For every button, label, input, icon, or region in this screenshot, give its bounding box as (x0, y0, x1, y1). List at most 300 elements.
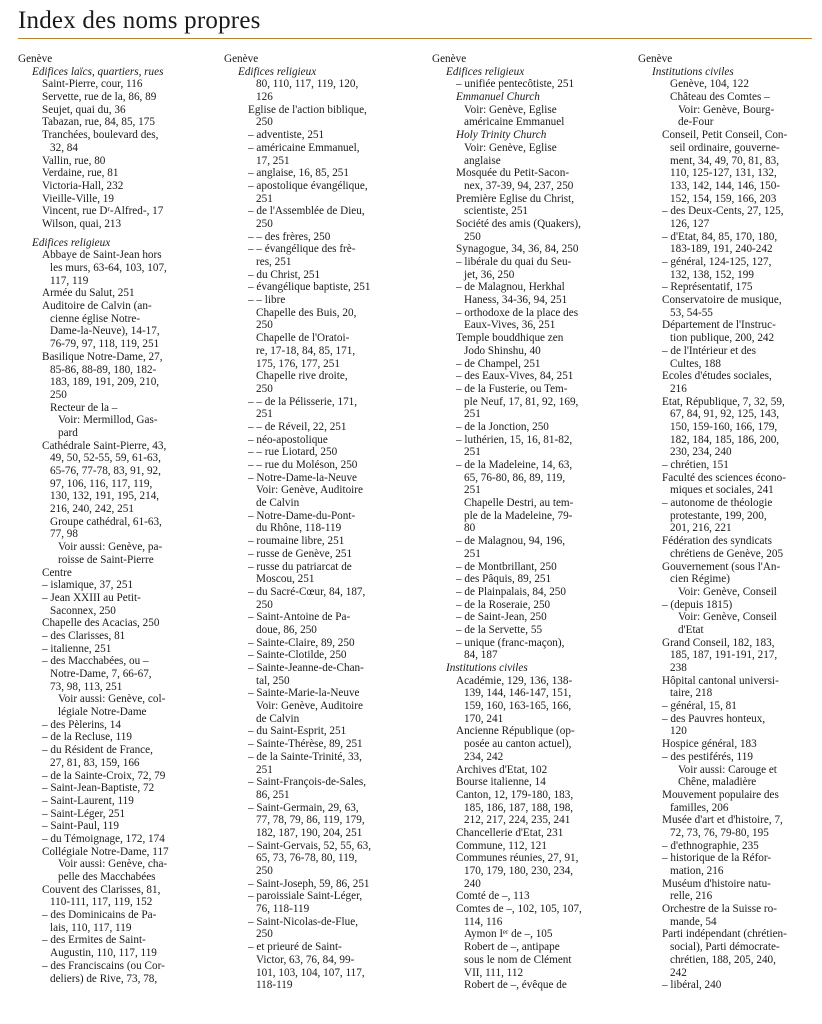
index-entry: Voir aussi: Carouge et (678, 763, 777, 776)
index-entry: 49, 50, 52-55, 59, 61-63, (50, 452, 161, 465)
index-entry: – des Eaux-Vives, 84, 251 (456, 370, 574, 383)
index-entry: Chêne, maladière (678, 776, 757, 789)
index-entry: – libéral, 240 (662, 979, 722, 992)
index-entry: 120 (670, 725, 687, 738)
index-entry: – de la Fusterie, ou Tem- (456, 382, 568, 395)
index-entry: – américaine Emmanuel, (248, 141, 360, 154)
index-entry: Moscou, 251 (256, 573, 315, 586)
index-entry: d'Etat (678, 623, 704, 636)
index-entry: Archives d'Etat, 102 (456, 763, 548, 776)
index-entry: – islamique, 37, 251 (42, 579, 134, 592)
index-entry: ment, 34, 49, 70, 81, 83, (670, 154, 780, 167)
index-entry: 250 (256, 116, 273, 129)
index-entry: 80, 110, 117, 119, 120, (256, 78, 359, 91)
index-entry: Robert de –, évêque de (464, 979, 567, 992)
index-entry: 53, 54-55 (670, 306, 713, 319)
index-entry: Genève (638, 53, 673, 65)
index-entry: américaine Emmanuel (464, 116, 565, 129)
index-entry: Tabazan, rue, 84, 85, 175 (42, 116, 155, 129)
index-entry: 32, 84 (50, 141, 78, 154)
index-entry: social), Parti démocrate- (670, 941, 780, 954)
index-entry: Eaux-Vives, 36, 251 (464, 319, 556, 332)
index-entry: sous le nom de Clément (464, 953, 572, 966)
index-entry: Voir: Genève, Auditoire (256, 484, 363, 497)
index-entry: – luthérien, 15, 16, 81-82, (456, 433, 573, 446)
index-entry: – des Dominicains de Pa- (42, 909, 157, 922)
index-entry: Chapelle des Acacias, 250 (42, 617, 160, 630)
index-entry: – de Malagnou, 94, 196, (456, 535, 566, 548)
index-entry: Victoria-Hall, 232 (42, 179, 124, 192)
index-entry: cienne église Notre- (50, 312, 141, 325)
index-entry: Cultes, 188 (670, 357, 721, 370)
index-columns (18, 53, 812, 1021)
index-entry: Vallin, rue, 80 (42, 154, 106, 167)
index-entry: – des Franciscains (ou Cor- (42, 959, 165, 972)
index-entry: 110, 125-127, 131, 132, (670, 167, 777, 180)
index-entry: 114, 116 (464, 915, 503, 928)
index-entry: Couvent des Clarisses, 81, (42, 883, 161, 896)
index-entry: Hôpital cantonal universi- (662, 674, 779, 687)
index-entry: – de l'Intérieur et des (662, 344, 756, 357)
index-entry: – russe du patriarcat de (248, 560, 352, 573)
index-entry: Chapelle Destri, au tem- (464, 497, 574, 510)
index-entry: Voir aussi: Genève, cha- (58, 858, 168, 871)
index-entry: re, 17-18, 84, 85, 171, (256, 344, 356, 357)
index-entry: – des Ermites de Saint- (42, 934, 146, 947)
index-entry: pelle des Macchabées (58, 871, 156, 883)
index-entry: de Calvin (256, 712, 300, 725)
index-entry: Gouvernement (sous l'An- (662, 560, 781, 573)
index-entry: – orthodoxe de la place des (456, 306, 579, 319)
index-entry: – Saint-Léger, 251 (42, 807, 126, 820)
index-entry: 183, 189, 191, 209, 210, (50, 376, 160, 389)
header-rule (18, 38, 812, 39)
index-entry: 85-86, 88-89, 180, 182- (50, 363, 157, 376)
index-entry: Etat, République, 7, 32, 59, (662, 395, 785, 408)
index-entry: 139, 144, 146-147, 151, (464, 687, 572, 700)
index-entry: 72, 73, 76, 79-80, 195 (670, 826, 769, 839)
index-entry: cien Régime) (670, 573, 730, 586)
index-entry: 216 (670, 382, 687, 395)
index-entry: lais, 110, 117, 119 (50, 921, 132, 934)
index-entry: Commune, 112, 121 (456, 839, 547, 852)
index-entry: Augustin, 110, 117, 119 (50, 947, 157, 960)
index-entry: Robert de –, antipape (464, 941, 560, 954)
index-section-heading: Edifices religieux (238, 65, 317, 78)
index-entry: – du Témoignage, 172, 174 (42, 832, 165, 845)
index-entry: 133, 142, 144, 146, 150- (670, 179, 781, 192)
index-entry: Grand Conseil, 182, 183, (662, 636, 775, 649)
index-entry: 201, 216, 221 (670, 522, 732, 535)
index-entry: – – rue du Moléson, 250 (248, 459, 358, 471)
index-entry: 132, 138, 152, 199 (670, 268, 754, 281)
index-entry: Vincent, rue Dʳ-Alfred-, 17 (42, 205, 164, 218)
index-entry: 67, 84, 91, 92, 125, 143, (670, 408, 780, 421)
index-entry: 77, 98 (50, 528, 78, 541)
index-entry: 250 (256, 928, 273, 941)
index-entry: 238 (670, 662, 687, 674)
index-entry: Synagogue, 34, 36, 84, 250 (456, 243, 579, 256)
index-entry: 76, 118-119 (256, 903, 310, 916)
index-entry: Genève (432, 53, 467, 65)
index-entry: 150, 159-160, 166, 179, (670, 420, 778, 433)
index-entry: – – libre (248, 294, 286, 307)
index-entry: – Saint-Antoine de Pa- (248, 611, 351, 624)
index-entry: – Saint-Gervais, 52, 55, 63, (248, 839, 372, 852)
index-entry: Aymon Iᵉʳ de –, 105 (464, 928, 553, 941)
index-entry: nex, 37-39, 94, 237, 250 (464, 179, 574, 192)
index-entry: Comtes de –, 102, 105, 107, (456, 903, 582, 916)
index-entry: Temple bouddhique zen (456, 332, 564, 345)
index-entry: mation, 216 (670, 865, 724, 877)
index-entry: – de Malagnou, Herkhal (456, 281, 565, 294)
index-entry: Basilique Notre-Dame, 27, (42, 350, 163, 363)
index-entry: Mouvement populaire des (662, 788, 779, 801)
index-entry: – des Pâquis, 89, 251 (456, 573, 552, 586)
index-section-heading: Emmanuel Church (456, 91, 540, 104)
index-entry: 250 (50, 388, 67, 401)
index-entry: – des Pèlerins, 14 (42, 718, 121, 731)
index-entry: familles, 206 (670, 801, 729, 814)
index-entry: tal, 250 (256, 674, 290, 687)
index-entry: Chapelle de l'Oratoi- (256, 332, 350, 345)
index-entry: Recteur de la – (50, 401, 118, 414)
index-entry: – Sainte-Thérèse, 89, 251 (248, 738, 363, 751)
index-entry: – roumaine libre, 251 (248, 535, 345, 548)
index-entry: VII, 111, 112 (464, 966, 524, 979)
index-entry: – des Macchabées, ou – (42, 655, 149, 668)
index-entry: 250 (256, 319, 273, 332)
index-entry: – Notre-Dame-la-Neuve (248, 471, 358, 484)
index-entry: Communes réunies, 27, 91, (456, 852, 579, 865)
index-entry: Conservatoire de musique, (662, 294, 782, 307)
index-entry: Verdaine, rue, 81 (42, 167, 119, 180)
index-entry: – de Montbrillant, 250 (456, 560, 557, 573)
index-entry: 27, 81, 83, 159, 166 (50, 756, 140, 769)
index-entry: – autonome de théologie (662, 497, 773, 510)
index-entry: posée au canton actuel), (464, 738, 572, 751)
index-entry: – russe de Genève, 251 (248, 547, 353, 560)
index-entry: Faculté des sciences écono- (662, 471, 786, 484)
index-entry: Armée du Salut, 251 (42, 287, 135, 300)
index-entry: 251 (256, 192, 273, 205)
index-entry: 183-189, 191, 240-242 (670, 243, 773, 256)
index-entry: les murs, 63-64, 103, 107, (50, 262, 167, 274)
index-entry: 250 (256, 217, 273, 230)
index-entry: – – rue Liotard, 250 (248, 446, 338, 459)
index-section-heading: Edifices religieux (446, 65, 525, 78)
index-entry: Académie, 129, 136, 138- (456, 674, 573, 687)
index-entry: 126, 127 (670, 217, 710, 230)
index-entry: Ecoles d'études sociales, (662, 370, 772, 383)
index-entry: 251 (464, 547, 481, 560)
index-entry: – de la Jonction, 250 (456, 420, 549, 433)
index-entry: Genève, 104, 122 (670, 78, 749, 91)
index-entry: – évangélique baptiste, 251 (248, 281, 371, 294)
index-entry: 182, 184, 185, 186, 200, (670, 433, 780, 446)
index-entry: Voir: Genève, Auditoire (256, 700, 363, 713)
index-entry: 185, 187, 191-191, 217, (670, 649, 778, 662)
index-entry: Eglise de l'action biblique, (248, 103, 367, 116)
page-title: Index des noms propres (18, 7, 261, 34)
index-column-4 (638, 53, 822, 992)
index-section-heading: Holy Trinity Church (456, 129, 547, 142)
index-entry: res, 251 (256, 256, 292, 268)
index-entry: Seujet, quai du, 36 (42, 103, 126, 116)
index-entry: Comté de –, 113 (456, 890, 530, 903)
index-entry: – et prieuré de Saint- (248, 941, 342, 954)
index-entry: seil ordinaire, gouverne- (670, 141, 780, 154)
index-entry: – Sainte-Claire, 89, 250 (248, 636, 355, 649)
index-entry: – historique de la Réfor- (662, 852, 772, 865)
index-entry: – – évangélique des frè- (248, 243, 356, 256)
index-entry: – de Plainpalais, 84, 250 (456, 585, 566, 598)
index-entry: Genève (224, 53, 259, 65)
index-column-3 (432, 53, 622, 992)
index-entry: Orchestre de la Suisse ro- (662, 903, 777, 916)
index-entry: Fédération des syndicats (662, 535, 772, 548)
index-entry: 76-79, 97, 118, 119, 251 (50, 338, 160, 351)
index-entry: 80 (464, 522, 476, 535)
index-entry: – Sainte-Clotilde, 250 (248, 649, 347, 662)
index-entry: – unifiée pentecôtiste, 251 (456, 78, 575, 91)
index-entry: – Sainte-Jeanne-de-Chan- (248, 662, 364, 674)
index-entry: Abbaye de Saint-Jean hors (42, 249, 162, 262)
index-entry: – (depuis 1815) (662, 598, 733, 611)
index-entry: Voir: Genève, Conseil (678, 585, 777, 598)
index-entry: Collégiale Notre-Dame, 117 (42, 845, 169, 858)
index-entry: – – de la Pélisserie, 171, (248, 395, 358, 408)
index-entry: deliers) de Rive, 73, 78, (50, 972, 158, 985)
index-entry: 251 (464, 484, 481, 497)
index-entry: doue, 86, 250 (256, 623, 317, 636)
index-entry: 65-76, 77-78, 83, 91, 92, (50, 465, 161, 477)
index-entry: Voir: Genève, Conseil (678, 611, 777, 624)
index-entry: 65, 73, 76-78, 80, 119, (256, 852, 358, 865)
index-entry: ple de la Madeleine, 79- (464, 509, 573, 522)
index-entry: Chapelle rive droite, (256, 370, 348, 383)
index-entry: – chrétien, 151 (662, 459, 729, 471)
index-entry: – – des frères, 250 (248, 230, 331, 243)
index-entry: – Sainte-Marie-la-Neuve (248, 687, 360, 700)
index-entry: légiale Notre-Dame (58, 706, 147, 719)
index-entry: Saint-Pierre, cour, 116 (42, 78, 143, 91)
index-entry: – de l'Assemblée de Dieu, (248, 205, 365, 218)
index-entry: pard (58, 426, 78, 439)
index-entry: Première Eglise du Christ, (456, 192, 575, 205)
index-entry: – Saint-Paul, 119 (42, 820, 119, 833)
index-entry: – de la Roseraie, 250 (456, 598, 551, 611)
index-entry: Société des amis (Quakers), (456, 217, 581, 230)
index-entry: Centre (42, 566, 72, 579)
index-entry: protestante, 199, 200, (670, 509, 767, 522)
index-entry: 110-111, 117, 119, 152 (50, 896, 153, 909)
index-entry: 251 (464, 408, 481, 421)
index-entry: Musée d'art et d'histoire, 7, (662, 814, 783, 827)
index-entry: Jodo Shinshu, 40 (464, 344, 541, 357)
index-entry: jet, 36, 250 (464, 268, 515, 281)
index-entry: 230, 234, 240 (670, 446, 732, 459)
index-entry: – du Sacré-Cœur, 84, 187, (248, 585, 366, 598)
index-entry: mande, 54 (670, 915, 717, 928)
index-entry: – de la Servette, 55 (456, 623, 543, 636)
index-entry: 84, 187 (464, 649, 498, 662)
index-entry: 73, 98, 113, 251 (50, 680, 123, 693)
index-entry: 216, 240, 242, 251 (50, 503, 134, 516)
index-entry: – des Clarisses, 81 (42, 629, 126, 642)
index-entry: Voir: Genève, Eglise (464, 103, 557, 116)
index-entry: 97, 106, 116, 117, 119, (50, 477, 153, 490)
index-entry: 251 (464, 446, 481, 459)
index-entry: – – de Réveil, 22, 251 (248, 420, 347, 433)
index-entry: – de Champel, 251 (456, 357, 541, 370)
index-entry: – d'Etat, 84, 85, 170, 180, (662, 230, 778, 243)
index-entry: – Jean XXIII au Petit- (42, 591, 141, 604)
index-entry: – Représentatif, 175 (662, 281, 753, 294)
index-entry: – Saint-Jean-Baptiste, 72 (42, 782, 155, 795)
index-entry: 175, 176, 177, 251 (256, 357, 340, 370)
index-entry: Cathédrale Saint-Pierre, 43, (42, 439, 167, 452)
index-entry: 185, 186, 187, 188, 198, (464, 801, 574, 814)
index-entry: Vieille-Ville, 19 (42, 192, 114, 205)
index-entry: Wilson, quai, 213 (42, 217, 122, 230)
index-entry: 170, 179, 180, 230, 234, (464, 865, 574, 877)
index-section-heading: Edifices religieux (32, 236, 111, 249)
index-entry: 242 (670, 966, 687, 979)
index-entry: 117, 119 (50, 274, 89, 287)
index-entry: – adventiste, 251 (248, 129, 325, 142)
index-entry: anglaise (464, 154, 501, 167)
index-entry: Notre-Dame, 7, 66-67, (50, 668, 152, 680)
index-entry: – du Christ, 251 (248, 268, 321, 281)
index-entry: Voir aussi: Genève, pa- (58, 541, 163, 554)
index-column-2 (224, 53, 414, 992)
index-entry: 212, 217, 224, 235, 241 (464, 814, 571, 827)
index-entry: relle, 216 (670, 890, 713, 903)
index-entry: 101, 103, 104, 107, 117, (256, 966, 365, 979)
index-entry: – du Résident de France, (42, 744, 153, 757)
index-entry: 77, 78, 79, 86, 119, 179, (256, 814, 365, 827)
index-section-heading: Institutions civiles (446, 662, 528, 674)
index-entry: Dame-la-Neuve), 14-17, (50, 325, 160, 338)
index-entry: – paroissiale Saint-Léger, (248, 890, 363, 903)
index-entry: 170, 241 (464, 712, 504, 725)
index-entry: Ancienne République (op- (456, 725, 575, 738)
index-entry: – unique (franc-maçon), (456, 636, 565, 649)
index-entry: – des Deux-Cents, 27, 125, (662, 205, 784, 218)
index-entry: 251 (256, 763, 273, 776)
index-entry: – de Saint-Jean, 250 (456, 611, 547, 624)
index-entry: – des pestiférés, 119 (662, 750, 753, 763)
index-entry: de-Four (678, 116, 714, 129)
index-entry: scientiste, 251 (464, 205, 529, 218)
index-entry: – général, 124-125, 127, (662, 256, 772, 268)
index-entry: 152, 154, 159, 166, 203 (670, 192, 777, 205)
index-entry: Voir: Mermillod, Gas- (58, 414, 158, 427)
index-entry: Voir aussi: Genève, col- (58, 693, 166, 706)
index-entry: – Saint-Joseph, 59, 86, 251 (248, 877, 370, 890)
index-entry: 17, 251 (256, 154, 290, 167)
index-entry: Hospice général, 183 (662, 738, 757, 751)
index-entry: 250 (256, 382, 273, 395)
index-entry: Château des Comtes – (670, 91, 770, 104)
index-entry: – de la Recluse, 119 (42, 731, 132, 744)
index-entry: 130, 132, 191, 195, 214, (50, 490, 160, 503)
index-entry: – Saint-Germain, 29, 63, (248, 801, 359, 814)
index-entry: 234, 242 (464, 750, 504, 763)
index-entry: du Rhône, 118-119 (256, 522, 342, 535)
index-entry: 182, 187, 190, 204, 251 (256, 826, 363, 839)
index-entry: Canton, 12, 179-180, 183, (456, 788, 574, 801)
index-section-heading: Edifices laïcs, quartiers, rues (32, 65, 164, 78)
index-entry: 65, 76-80, 86, 89, 119, (464, 471, 566, 484)
index-entry: tion publique, 200, 242 (670, 332, 775, 345)
index-entry: de Calvin (256, 497, 300, 510)
index-entry: – Saint-François-de-Sales, (248, 776, 367, 789)
index-entry: 126 (256, 91, 273, 104)
index-entry: – Saint-Laurent, 119 (42, 794, 134, 807)
index-entry: – des Pauvres honteux, (662, 712, 766, 725)
index-entry: 250 (256, 865, 273, 877)
index-entry: – de la Sainte-Trinité, 33, (248, 750, 362, 763)
index-entry: Servette, rue de la, 86, 89 (42, 91, 157, 104)
index-entry: Voir: Genève, Bourg- (678, 103, 775, 116)
index-entry: ple Neuf, 17, 81, 92, 169, (464, 395, 579, 408)
index-entry: – italienne, 251 (42, 642, 112, 655)
index-column-1 (18, 53, 208, 985)
index-entry: – libérale du quai du Seu- (456, 256, 572, 268)
index-entry: Haness, 34-36, 94, 251 (464, 294, 568, 307)
index-entry: 250 (256, 598, 273, 611)
index-entry: Mosquée du Petit-Sacon- (456, 167, 570, 180)
index-entry: – apostolique évangélique, (248, 179, 368, 192)
index-entry: Muséum d'histoire natu- (662, 877, 771, 890)
index-entry: Tranchées, boulevard des, (42, 129, 159, 142)
index-entry: Chapelle des Buis, 20, (256, 306, 357, 319)
index-entry: chrétien, 188, 205, 240, (670, 953, 776, 966)
index-entry: 118-119 (256, 979, 293, 992)
index-entry: – de la Sainte-Croix, 72, 79 (42, 769, 166, 782)
index-entry: 251 (256, 408, 273, 421)
index-entry: Conseil, Petit Conseil, Con- (662, 129, 788, 142)
index-entry: chrétiens de Genève, 205 (670, 547, 784, 560)
index-entry: – de la Madeleine, 14, 63, (456, 459, 573, 471)
index-entry: – Notre-Dame-du-Pont- (248, 509, 356, 522)
index-entry: – Saint-Nicolas-de-Flue, (248, 915, 358, 928)
index-entry: – du Saint-Esprit, 251 (248, 725, 347, 738)
index-entry: Groupe cathédral, 61-63, (50, 515, 162, 528)
index-entry: – anglaise, 16, 85, 251 (248, 167, 349, 180)
index-entry: 86, 251 (256, 788, 290, 801)
page-header (18, 6, 810, 36)
index-entry: Genève (18, 53, 53, 65)
index-entry: 159, 160, 163-165, 166, (464, 700, 572, 713)
index-entry: – d'ethnographie, 235 (662, 839, 759, 852)
index-entry: Voir: Genève, Eglise (464, 141, 557, 154)
index-entry: roisse de Saint-Pierre (58, 553, 154, 566)
index-entry: Parti indépendant (chrétien- (662, 928, 787, 941)
index-entry: Département de l'Instruc- (662, 319, 776, 332)
index-entry: – général, 15, 81 (662, 700, 737, 713)
index-entry: taire, 218 (670, 687, 713, 700)
index-entry: Bourse italienne, 14 (456, 776, 546, 789)
index-entry: miques et sociales, 241 (670, 484, 774, 497)
index-entry: Victor, 63, 76, 84, 99- (256, 953, 355, 966)
index-entry: – néo-apostolique (248, 433, 328, 446)
index-entry: Chancellerie d'Etat, 231 (456, 826, 564, 839)
index-section-heading: Institutions civiles (652, 65, 734, 78)
index-entry: 240 (464, 877, 481, 890)
